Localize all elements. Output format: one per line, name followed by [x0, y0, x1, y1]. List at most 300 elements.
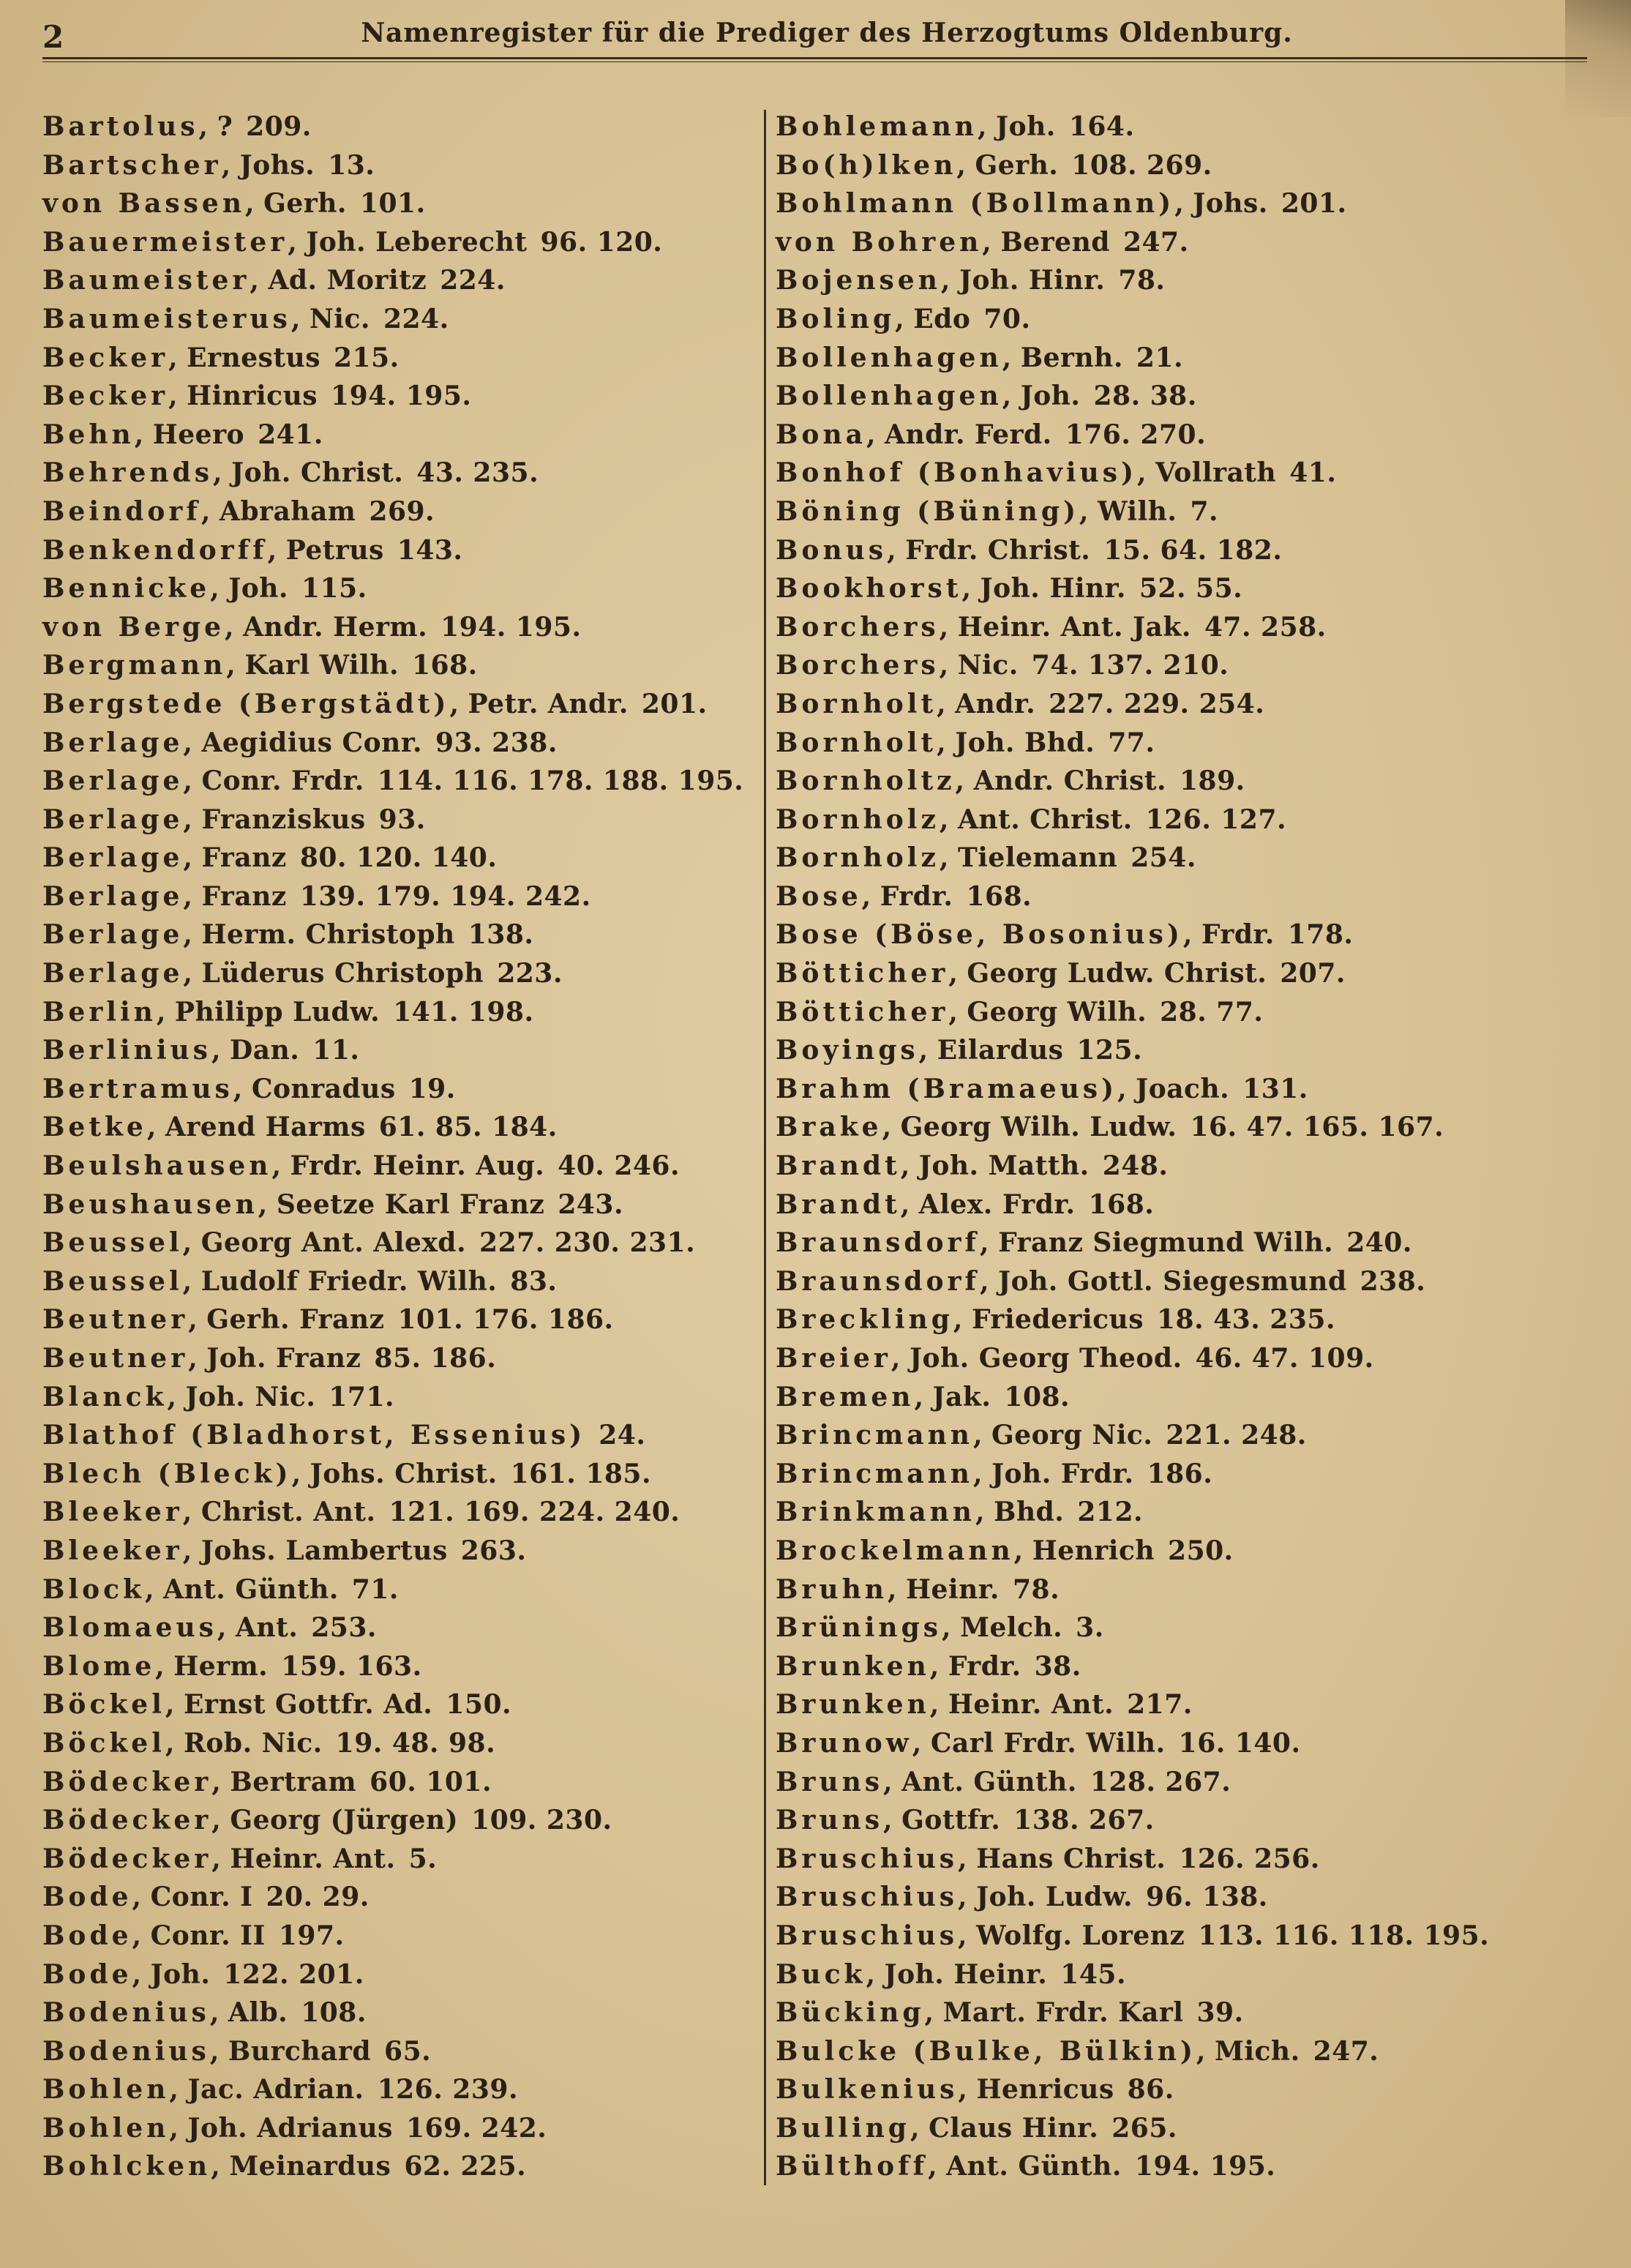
- index-entry: [776, 954, 1617, 993]
- entry-separator: ,: [979, 1265, 999, 1297]
- entry-page-refs: 131.: [1242, 1073, 1308, 1104]
- entry-separator: ,: [258, 1189, 277, 1220]
- entry-page-refs: 254.: [1131, 842, 1196, 874]
- entry-given-name: Gerh. Franz: [206, 1304, 385, 1336]
- entry-given-name: Alex. Frdr.: [918, 1189, 1076, 1220]
- index-entry: [776, 531, 1617, 570]
- entry-surname: Blome: [42, 1650, 156, 1682]
- entry-surname: Beutner: [42, 1343, 189, 1374]
- index-entry: [776, 801, 1617, 839]
- entry-given-name: Carl Frdr. Wilh.: [930, 1727, 1166, 1759]
- entry-separator: ,: [198, 111, 217, 142]
- entry-page-refs: 109. 230.: [471, 1805, 612, 1836]
- index-entry: [776, 493, 1617, 531]
- entry-surname: Böckel: [42, 1689, 165, 1721]
- index-entry: [42, 1147, 760, 1186]
- entry-surname: Bona: [776, 419, 866, 450]
- entry-given-name: Karl Wilh.: [244, 650, 399, 681]
- entry-surname: von Berge: [42, 611, 225, 643]
- entry-separator: ,: [979, 1227, 999, 1259]
- index-entry: [42, 1609, 760, 1647]
- index-entry: [776, 184, 1617, 223]
- entry-page-refs: 19. 48. 98.: [335, 1727, 496, 1759]
- entry-separator: ,: [891, 1343, 910, 1374]
- entry-surname: Bötticher: [776, 958, 949, 989]
- entry-surname: Bleeker: [42, 1535, 183, 1566]
- entry-surname: Borchers: [776, 650, 940, 681]
- index-entry: [776, 1378, 1617, 1417]
- entry-surname: Beussel: [42, 1227, 183, 1259]
- entry-separator: ,: [210, 573, 229, 605]
- index-entry: [776, 1186, 1617, 1224]
- entry-separator: ,: [188, 1343, 207, 1374]
- entry-given-name: Georg (Jürgen): [230, 1805, 459, 1836]
- entry-given-name: Petr. Andr.: [468, 688, 629, 719]
- index-entry: [42, 877, 760, 916]
- running-header: Namenregister für die Prediger des Herzogtums Oldenburg.: [361, 18, 1293, 48]
- entry-given-name: Joh. Frdr.: [991, 1458, 1134, 1489]
- entry-given-name: Andr.: [955, 688, 1036, 719]
- entry-surname: Berlage: [42, 919, 184, 951]
- entry-given-name: Johs. Lambertus: [200, 1535, 448, 1566]
- entry-surname: Bulkenius: [776, 2074, 959, 2106]
- entry-separator: ,: [1137, 457, 1156, 489]
- entry-surname: Brunken: [776, 1689, 930, 1721]
- entry-page-refs: 141. 198.: [393, 996, 534, 1028]
- index-entry: [42, 1224, 760, 1262]
- entry-surname: Baumeister: [42, 265, 250, 296]
- entry-separator: ,: [882, 1112, 901, 1143]
- entry-separator: ,: [134, 419, 153, 450]
- index-entry: [776, 1878, 1617, 1917]
- entry-page-refs: 13.: [328, 149, 375, 181]
- entry-surname: Bose: [776, 880, 862, 912]
- index-entry: [776, 1031, 1617, 1070]
- entry-separator: ,: [167, 1381, 186, 1412]
- entry-separator: ,: [267, 534, 286, 566]
- index-entry: [42, 685, 760, 724]
- entry-surname: Brunken: [776, 1650, 930, 1682]
- entry-page-refs: 43. 235.: [416, 457, 539, 489]
- entry-page-refs: 74. 137. 210.: [1031, 650, 1229, 681]
- entry-given-name: Seetze Karl Franz: [276, 1189, 545, 1220]
- entry-surname: Bartolus: [42, 111, 199, 142]
- entry-separator: ,: [182, 1535, 201, 1566]
- index-entry: [776, 1416, 1617, 1455]
- entry-separator: ,: [883, 1766, 902, 1797]
- entry-surname: Bremen: [776, 1381, 915, 1412]
- entry-given-name: Heinr.: [906, 1573, 1000, 1605]
- entry-given-name: Joh. Matth.: [918, 1150, 1090, 1182]
- index-entry: [776, 1724, 1617, 1763]
- entry-page-refs: 247.: [1122, 226, 1189, 258]
- entry-surname: Berlin: [42, 996, 157, 1028]
- entry-given-name: Edo: [913, 303, 971, 334]
- entry-page-refs: 224.: [383, 303, 449, 334]
- entry-given-name: Mart. Frdr. Karl: [942, 1997, 1184, 2029]
- entry-given-name: Philipp Ludw.: [174, 996, 380, 1028]
- entry-separator: ,: [887, 534, 906, 566]
- index-entry: [42, 608, 760, 647]
- entry-page-refs: 122. 201.: [223, 1958, 364, 1990]
- index-entry: [42, 1956, 760, 1994]
- entry-surname: Breier: [776, 1343, 891, 1374]
- entry-given-name: Ant. Günth.: [901, 1766, 1077, 1797]
- index-entry: [42, 454, 760, 493]
- page-number: 2: [42, 19, 64, 55]
- entry-given-name: ?: [217, 111, 233, 142]
- entry-separator: ,: [183, 727, 202, 758]
- entry-separator: ,: [900, 1150, 919, 1182]
- entry-given-name: Ant. Günth.: [163, 1573, 339, 1605]
- entry-separator: ,: [912, 1727, 931, 1759]
- index-entry: [42, 1917, 760, 1956]
- entry-page-refs: 125.: [1076, 1035, 1143, 1066]
- entry-surname: Bode: [42, 1920, 132, 1951]
- index-entry: [42, 1416, 760, 1455]
- entry-page-refs: 171.: [329, 1381, 395, 1412]
- index-entry: [42, 724, 760, 763]
- entry-page-refs: 159. 163.: [281, 1650, 422, 1682]
- entry-separator: ,: [200, 495, 220, 527]
- entry-separator: ,: [211, 1805, 230, 1836]
- entry-separator: ,: [928, 2151, 947, 2182]
- entry-given-name: Franz Siegmund Wilh.: [998, 1227, 1334, 1259]
- entry-page-refs: 108. 269.: [1071, 149, 1212, 181]
- index-entry: [776, 2109, 1617, 2148]
- entry-separator: ,: [937, 688, 956, 719]
- entry-page-refs: 60. 101.: [370, 1766, 492, 1797]
- entry-separator: ,: [211, 1843, 230, 1874]
- entry-page-refs: 114. 116. 178. 188. 195.: [377, 766, 744, 797]
- entry-given-name: Georg Nic.: [991, 1420, 1153, 1451]
- entry-page-refs: 161. 185.: [510, 1458, 652, 1489]
- entry-page-refs: 221. 248.: [1166, 1420, 1307, 1451]
- entry-surname: Borchers: [776, 611, 940, 643]
- entry-given-name: Bernh.: [1020, 342, 1123, 373]
- entry-surname: Bulcke (Bulke, Bülkin): [776, 2035, 1196, 2067]
- entry-separator: ,: [940, 265, 959, 296]
- index-entry: [776, 646, 1617, 685]
- entry-separator: ,: [169, 2112, 188, 2144]
- entry-surname: Bornholtz: [776, 766, 956, 797]
- entry-page-refs: 70.: [983, 303, 1031, 334]
- entry-page-refs: 143.: [397, 534, 463, 566]
- index-entry: [42, 1801, 760, 1840]
- entry-given-name: Berend: [1000, 226, 1110, 258]
- entry-surname: Bartscher: [42, 149, 222, 181]
- entry-page-refs: 113. 116. 118. 195.: [1198, 1920, 1490, 1951]
- entry-surname: Brake: [776, 1112, 882, 1143]
- index-entry: [42, 1571, 760, 1609]
- entry-separator: ,: [972, 1420, 992, 1451]
- entry-page-refs: 16. 140.: [1178, 1727, 1301, 1759]
- entry-surname: Berlage: [42, 880, 184, 912]
- entry-separator: ,: [1174, 188, 1193, 220]
- entry-surname: Blanck: [42, 1381, 168, 1412]
- entry-given-name: Ant.: [235, 1612, 299, 1644]
- entry-page-refs: 227. 230. 231.: [479, 1227, 696, 1259]
- entry-separator: ,: [291, 1458, 310, 1489]
- column-divider: [764, 110, 766, 2185]
- entry-surname: Bornholz: [776, 804, 940, 835]
- entry-page-refs: 201.: [1281, 188, 1347, 220]
- entry-given-name: Herm. Christoph: [201, 919, 455, 951]
- entry-page-refs: 62. 225.: [404, 2151, 527, 2182]
- index-entry: [776, 2070, 1617, 2109]
- entry-separator: ,: [211, 1766, 230, 1797]
- entry-surname: Blomaeus: [42, 1612, 217, 1644]
- entry-surname: Brincmann: [776, 1420, 973, 1451]
- entry-separator: ,: [958, 2074, 977, 2106]
- entry-separator: ,: [146, 1112, 165, 1143]
- entry-separator: ,: [233, 1073, 252, 1104]
- entry-given-name: Joh. Ludw.: [976, 1882, 1133, 1913]
- entry-page-refs: 65.: [384, 2035, 432, 2067]
- index-entry: [42, 762, 760, 801]
- entry-separator: ,: [1117, 1073, 1136, 1104]
- entry-given-name: Frdr.: [1201, 919, 1275, 951]
- entry-surname: Bodenius: [42, 1997, 210, 2029]
- entry-given-name: Joh. Leberecht: [306, 226, 528, 258]
- index-entry: [42, 223, 760, 262]
- entry-page-refs: 93. 238.: [435, 727, 558, 758]
- entry-separator: ,: [183, 958, 202, 989]
- entry-surname: Boling: [776, 303, 896, 334]
- index-entry: [42, 493, 760, 531]
- entry-separator: ,: [449, 688, 468, 719]
- entry-separator: ,: [942, 1612, 961, 1644]
- entry-given-name: Rob. Nic.: [183, 1727, 323, 1759]
- entry-given-name: Lüderus Christoph: [201, 958, 484, 989]
- entry-surname: Bornholt: [776, 727, 937, 758]
- entry-given-name: Joh. Adrianus: [187, 2112, 393, 2144]
- entry-given-name: Jak.: [932, 1381, 991, 1412]
- entry-surname: Bohlcken: [42, 2151, 211, 2182]
- entry-surname: Berlage: [42, 958, 184, 989]
- entry-page-refs: 169. 242.: [405, 2112, 547, 2144]
- entry-given-name: Frdr. Heinr. Aug.: [290, 1150, 545, 1182]
- index-entry: [776, 1956, 1617, 1994]
- index-entry: [42, 1763, 760, 1802]
- index-entry: [776, 1685, 1617, 1724]
- entry-given-name: Melch.: [960, 1612, 1063, 1644]
- entry-page-refs: 145.: [1060, 1958, 1126, 1990]
- entry-page-refs: 126. 239.: [377, 2074, 518, 2106]
- entry-surname: Bergmann: [42, 650, 227, 681]
- entry-given-name: Joh.: [150, 1958, 211, 1990]
- index-entry: [42, 1186, 760, 1224]
- header-rule: [42, 57, 1587, 62]
- entry-surname: Brunow: [776, 1727, 912, 1759]
- entry-surname: Beindorf: [42, 495, 201, 527]
- index-entry: [776, 1300, 1617, 1339]
- entry-given-name: Ludolf Friedr. Wilh.: [200, 1265, 498, 1297]
- entry-given-name: Joh. Christ.: [231, 457, 404, 489]
- index-entry: [776, 1571, 1617, 1609]
- entry-surname: Bohlen: [42, 2112, 170, 2144]
- entry-surname: Bödecker: [42, 1766, 212, 1797]
- entry-separator: ,: [132, 1882, 151, 1913]
- entry-given-name: Heinr. Ant.: [230, 1843, 396, 1874]
- index-entry: [42, 1378, 760, 1417]
- entry-page-refs: 3.: [1076, 1612, 1104, 1644]
- entry-given-name: Meinardus: [229, 2151, 391, 2182]
- entry-page-refs: 5.: [408, 1843, 438, 1874]
- entry-separator: ,: [209, 2035, 228, 2067]
- entry-given-name: Friedericus: [971, 1304, 1144, 1336]
- entry-separator: ,: [956, 149, 975, 181]
- entry-given-name: Bhd.: [994, 1497, 1065, 1528]
- entry-page-refs: 227. 229. 254.: [1049, 688, 1265, 719]
- index-entry: [42, 1070, 760, 1109]
- entry-page-refs: 96. 138.: [1145, 1882, 1268, 1913]
- entry-separator: ,: [958, 1843, 977, 1874]
- entry-surname: Beulshausen: [42, 1150, 272, 1182]
- entry-page-refs: 115.: [301, 573, 367, 605]
- entry-separator: ,: [929, 1689, 948, 1721]
- entry-given-name: Joh. Bhd.: [955, 727, 1095, 758]
- index-entry: [42, 531, 760, 570]
- entry-separator: ,: [211, 2151, 230, 2182]
- entry-surname: Böning (Büning): [776, 495, 1080, 527]
- entry-surname: Bötticher: [776, 996, 949, 1028]
- entry-page-refs: 238.: [1360, 1265, 1426, 1297]
- entry-page-refs: 24.: [599, 1420, 646, 1451]
- entry-surname: Bruschius: [776, 1882, 959, 1913]
- entry-separator: ,: [1002, 381, 1021, 412]
- entry-page-refs: 241.: [258, 419, 323, 450]
- entry-page-refs: 265.: [1111, 2112, 1177, 2144]
- entry-page-refs: 101. 176. 186.: [397, 1304, 614, 1336]
- entry-given-name: Ernestus: [187, 342, 320, 373]
- entry-surname: Berlage: [42, 804, 184, 835]
- entry-separator: ,: [910, 2112, 929, 2144]
- entry-given-name: Dan.: [230, 1035, 300, 1066]
- entry-given-name: Johs.: [239, 149, 315, 181]
- entry-given-name: Eilardus: [937, 1035, 1064, 1066]
- entry-given-name: Georg Ludw. Christ.: [967, 958, 1267, 989]
- entry-given-name: Frdr.: [948, 1650, 1021, 1682]
- entry-separator: ,: [169, 2074, 188, 2106]
- index-entry: [776, 724, 1617, 763]
- entry-page-refs: 194. 195.: [440, 611, 582, 643]
- index-entry: [42, 1108, 760, 1147]
- entry-surname: Beushausen: [42, 1189, 258, 1220]
- index-entry: [42, 2070, 760, 2109]
- entry-separator: ,: [188, 1304, 207, 1336]
- index-entry: [776, 762, 1617, 801]
- entry-surname: Benkendorff: [42, 534, 268, 566]
- entry-surname: Brandt: [776, 1189, 901, 1220]
- entry-separator: ,: [168, 342, 187, 373]
- index-entry: [42, 146, 760, 185]
- entry-given-name: Henrich: [1032, 1535, 1155, 1566]
- index-entry: [42, 416, 760, 454]
- entry-given-name: Joh. Hinr.: [959, 265, 1106, 296]
- entry-separator: ,: [221, 149, 240, 181]
- index-entry: [42, 916, 760, 954]
- entry-page-refs: 15. 64. 182.: [1103, 534, 1283, 566]
- entry-surname: Bödecker: [42, 1805, 212, 1836]
- entry-given-name: Arend Harms: [165, 1112, 366, 1143]
- entry-separator: ,: [1002, 342, 1021, 373]
- entry-given-name: Ant. Günth.: [946, 2151, 1122, 2182]
- entry-surname: Behn: [42, 419, 135, 450]
- index-entry: [776, 1108, 1617, 1147]
- entry-page-refs: 194. 195.: [331, 381, 472, 412]
- index-entry: [776, 839, 1617, 877]
- entry-given-name: Joh. Georg Theod.: [909, 1343, 1182, 1374]
- entry-surname: Bookhorst: [776, 573, 962, 605]
- index-entry: [42, 1262, 760, 1301]
- entry-surname: Bertramus: [42, 1073, 233, 1104]
- entry-separator: ,: [914, 1381, 933, 1412]
- entry-page-refs: 126. 127.: [1145, 804, 1287, 835]
- entry-page-refs: 108.: [301, 1997, 367, 2029]
- entry-surname: von Bassen: [42, 188, 246, 220]
- entry-given-name: Jac. Adrian.: [187, 2074, 364, 2106]
- index-entry: [42, 339, 760, 378]
- index-entry: [776, 1840, 1617, 1879]
- entry-page-refs: 224.: [440, 265, 506, 296]
- index-entry: [776, 1609, 1617, 1647]
- entry-surname: Blech (Bleck): [42, 1458, 292, 1489]
- entry-surname: Bleeker: [42, 1497, 183, 1528]
- entry-separator: ,: [961, 573, 981, 605]
- entry-page-refs: 121. 169. 224. 240.: [389, 1497, 680, 1528]
- entry-surname: Braunsdorf: [776, 1227, 980, 1259]
- entry-given-name: Vollrath: [1155, 457, 1277, 489]
- index-entry: [776, 1801, 1617, 1840]
- entry-page-refs: 101.: [359, 188, 426, 220]
- index-entry: [42, 1031, 760, 1070]
- entry-page-refs: 253.: [311, 1612, 377, 1644]
- entry-given-name: Gerh.: [975, 149, 1059, 181]
- index-entry: [42, 377, 760, 416]
- entry-given-name: Joh. Gottl. Siegesmund: [998, 1265, 1347, 1297]
- entry-page-refs: 248.: [1102, 1150, 1169, 1182]
- index-entry: [776, 2147, 1617, 2186]
- entry-page-refs: 178.: [1287, 919, 1354, 951]
- index-entry: [776, 608, 1617, 647]
- entry-given-name: Frdr.: [880, 880, 953, 912]
- entry-given-name: Andr. Christ.: [973, 766, 1166, 797]
- entry-page-refs: 28. 77.: [1160, 996, 1264, 1028]
- index-entry: [776, 454, 1617, 493]
- entry-given-name: Wilh.: [1098, 495, 1177, 527]
- index-entry: [776, 146, 1617, 185]
- entry-page-refs: 41.: [1289, 457, 1337, 489]
- index-entry: [776, 916, 1617, 954]
- entry-surname: Bonhof (Bonhavius): [776, 457, 1138, 489]
- entry-separator: ,: [866, 419, 885, 450]
- entry-page-refs: 263.: [460, 1535, 527, 1566]
- index-entry: [42, 2109, 760, 2148]
- entry-page-refs: 46. 47. 109.: [1195, 1343, 1374, 1374]
- entry-surname: Betke: [42, 1112, 147, 1143]
- entry-given-name: Nic.: [309, 303, 370, 334]
- entry-surname: Berlage: [42, 766, 184, 797]
- entry-given-name: Heinr. Ant. Jak.: [957, 611, 1191, 643]
- entry-given-name: Ernst Gottfr. Ad.: [183, 1689, 433, 1721]
- index-column-right: [776, 108, 1617, 2186]
- entry-given-name: Conr. I: [150, 1882, 253, 1913]
- entry-page-refs: 138. 267.: [1013, 1805, 1155, 1836]
- entry-given-name: Franziskus: [201, 804, 366, 835]
- index-entry: [42, 1647, 760, 1686]
- entry-page-refs: 21.: [1136, 342, 1184, 373]
